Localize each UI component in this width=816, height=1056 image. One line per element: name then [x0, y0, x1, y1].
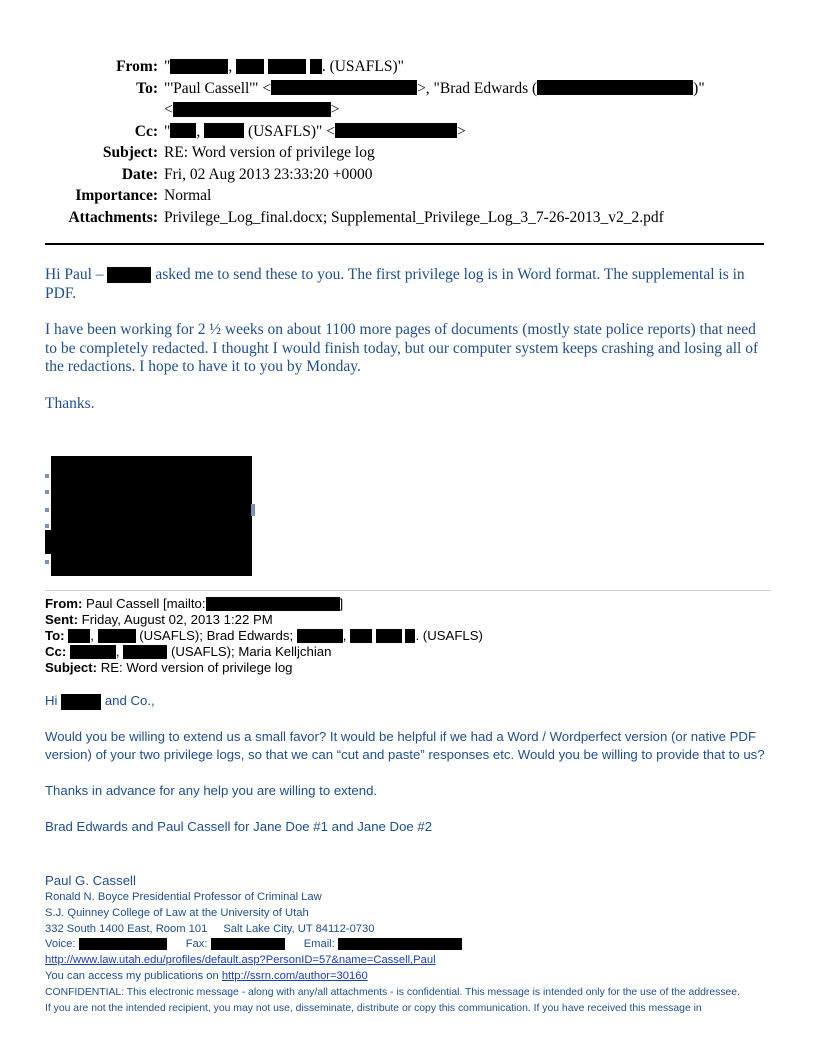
redaction-box — [350, 629, 372, 643]
attachments-label: Attachments: — [68, 208, 158, 226]
cc-text: (USAFLS)" < — [247, 122, 335, 140]
redaction-box — [271, 80, 417, 95]
redaction-box — [297, 629, 343, 643]
signature-city: Salt Lake City, UT 84112-0730 — [223, 922, 375, 935]
signature-contact — [45, 937, 775, 953]
redaction-box — [206, 597, 340, 611]
quoted-sent-label: Sent: — [45, 612, 78, 627]
quoted-greeting-rest: and Co., — [104, 693, 155, 708]
redaction-box — [204, 123, 244, 138]
quoted-paragraph-3: Brad Edwards and Paul Cassell for Jane Doe #1 and Jane Doe #2 — [45, 819, 433, 834]
redaction-box — [170, 123, 196, 138]
quoted-subject-row — [45, 660, 770, 676]
subject-value: RE: Word version of privilege log — [164, 144, 375, 161]
quoted-greeting-hi: Hi — [45, 693, 58, 708]
from-label: From: — [116, 58, 158, 75]
from-quote: " — [164, 58, 171, 75]
redaction-box — [68, 629, 90, 643]
to-text-1: "'Paul Cassell'" < — [164, 79, 272, 97]
attachments-row — [40, 207, 780, 229]
signature-block — [45, 872, 775, 1016]
quoted-header — [45, 596, 770, 676]
quoted-to-text-3: , — [342, 628, 347, 643]
to-text-3: )" — [693, 79, 705, 97]
publications-line — [45, 969, 775, 985]
importance-row — [40, 185, 780, 207]
to-text-5: > — [330, 101, 340, 118]
confidential-notice-1: CONFIDENTIAL: This electronic message - along with any/all attachments - is confidential. This message is intended only for the use of the addressee. — [45, 986, 740, 998]
quoted-to-text-1: , — [90, 628, 94, 643]
attachments-value: Privilege_Log_final.docx; Supplemental_Privilege_Log_3_7-26-2013_v2_2.pdf — [164, 208, 664, 226]
to-row — [40, 78, 780, 121]
quoted-sent-value: Friday, August 02, 2013 1:22 PM — [81, 612, 273, 627]
cc-label: Cc: — [134, 122, 158, 140]
redaction-box — [310, 59, 322, 74]
importance-value: Normal — [164, 187, 212, 204]
reply-text-1: asked me to send these to you. The first privilege log is in Word format. The supplemental is in PDF. — [45, 266, 745, 302]
reply-paragraph-3: Thanks. — [45, 394, 95, 412]
to-text-2: >, "Brad Edwards ( — [417, 79, 538, 97]
quoted-to-text-2: (USAFLS); Brad Edwards; — [139, 628, 294, 643]
redaction-box — [123, 645, 167, 659]
redaction-box — [376, 629, 402, 643]
redacted-signature-block — [45, 456, 253, 576]
redaction-box — [79, 938, 167, 950]
signature-street: 332 South 1400 East, Room 101 — [45, 922, 208, 935]
quoted-paragraph-2: Thanks in advance for any help you are willing to extend. — [45, 783, 378, 798]
redaction-box — [537, 80, 693, 95]
cc-quote: " — [164, 122, 171, 140]
cc-gt: > — [456, 122, 466, 140]
header-divider — [45, 243, 764, 245]
email-label: Email: — [303, 938, 335, 951]
quoted-greeting — [45, 692, 775, 710]
quoted-cc-label: Cc: — [45, 644, 67, 659]
subject-label: Subject: — [102, 144, 158, 161]
signature-address — [45, 922, 775, 938]
reply-paragraph-2: I have been working for 2 ½ weeks on about 1100 more pages of documents (mostly state police reports) that need to be completely redacted. I thought I would finish today, but our computer system keeps crashing and losing all of the redactions. I hope to have it to you by Monday. — [45, 321, 759, 375]
cc-row — [40, 121, 780, 143]
quoted-cc-row — [45, 644, 770, 660]
redaction-box — [338, 938, 462, 950]
quoted-to-text-4: . (USAFLS) — [415, 628, 483, 643]
date-label: Date: — [121, 165, 158, 183]
quoted-cc-text-2: (USAFLS); Maria Kelljchian — [170, 644, 332, 659]
to-label: To: — [136, 79, 158, 97]
redaction-box — [173, 102, 331, 117]
signature-title: Ronald N. Boyce Presidential Professor of Criminal Law — [45, 891, 322, 903]
confidential-notice-2: If you are not the intended recipient, you may not use, disseminate, distribute or copy this communication. If you have received this message in — [45, 1002, 702, 1014]
quoted-from-row — [45, 596, 770, 612]
publications-link[interactable]: http://ssrn.com/author=30160 — [221, 969, 368, 982]
redaction-box — [170, 59, 228, 74]
quoted-body — [45, 692, 775, 854]
voice-label: Voice: — [45, 938, 76, 951]
quoted-subject-label: Subject: — [45, 660, 98, 675]
from-suffix: . (USAFLS)" — [321, 58, 404, 75]
redaction-box — [268, 59, 306, 74]
redaction-box — [70, 645, 116, 659]
redaction-box — [107, 267, 151, 283]
quoted-to-row — [45, 628, 770, 644]
subject-row — [40, 142, 780, 164]
quoted-paragraph-1: Would you be willing to extend us a small favor? It would be helpful if we had a Word / Wordperfect version (or native PDF version) of your two privilege logs, so that we can “cut and paste” responses etc. Would you be willing to provide that to us? — [45, 729, 765, 762]
quoted-from-text: Paul Cassell [mailto: — [86, 596, 206, 611]
quoted-to-label: To: — [45, 628, 65, 643]
redaction-box — [236, 59, 264, 74]
signature-name: Paul G. Cassell — [45, 873, 136, 888]
quote-divider — [45, 590, 771, 591]
from-row — [40, 56, 780, 78]
email-header — [40, 56, 780, 228]
fax-label: Fax: — [185, 938, 208, 951]
redaction-box — [98, 629, 136, 643]
importance-label: Importance: — [75, 187, 158, 204]
profile-line — [45, 953, 775, 969]
redaction-box — [405, 629, 415, 643]
reply-body — [45, 266, 770, 431]
date-value: Fri, 02 Aug 2013 23:33:20 +0000 — [164, 165, 373, 183]
redaction-box — [335, 123, 457, 138]
publications-text: You can access my publications on — [45, 969, 219, 982]
quoted-from-bracket: ] — [339, 596, 344, 611]
reply-paragraph-1 — [45, 266, 770, 303]
reply-greeting: Hi Paul – — [45, 266, 104, 283]
cc-comma: , — [196, 122, 201, 140]
quoted-from-label: From: — [45, 596, 83, 611]
profile-link[interactable]: http://www.law.utah.edu/profiles/default.asp?PersonID=57&name=Cassell,Paul — [45, 954, 436, 967]
from-comma: , — [228, 58, 233, 75]
redaction-box — [211, 938, 285, 950]
redaction-box — [61, 694, 101, 710]
signature-college: S.J. Quinney College of Law at the University of Utah — [45, 906, 309, 919]
quoted-sent-row — [45, 612, 770, 628]
date-row — [40, 164, 780, 186]
quoted-subject-value: RE: Word version of privilege log — [100, 660, 293, 675]
quoted-cc-text-1: , — [115, 644, 120, 659]
to-text-4: < — [164, 101, 173, 118]
